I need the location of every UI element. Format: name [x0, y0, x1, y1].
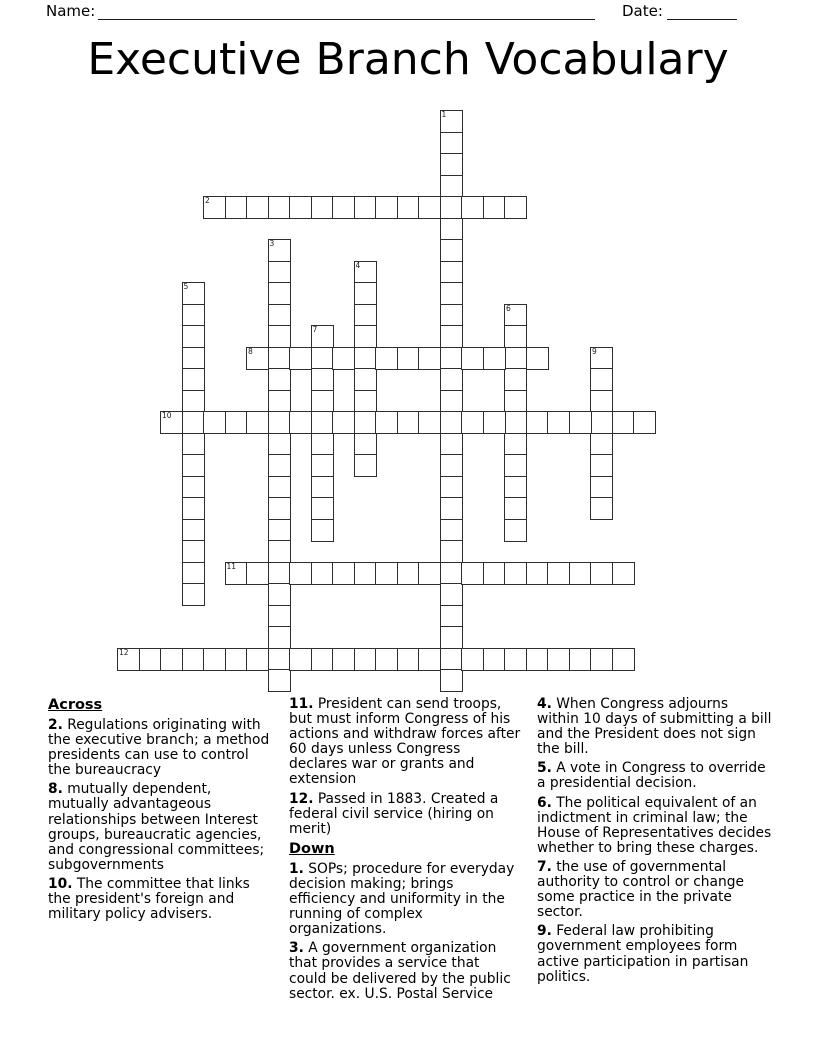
grid-cell: [354, 390, 377, 413]
worksheet-title: Executive Branch Vocabulary: [87, 34, 729, 85]
clue-text: Federal law prohibiting government employees form active participation in partisan politics.: [537, 923, 749, 985]
grid-cell: [268, 626, 291, 649]
grid-cell: [440, 218, 463, 241]
grid-cell: [182, 583, 205, 606]
grid-cell: [268, 669, 291, 692]
clue-12: [289, 792, 521, 837]
grid-cell: [332, 411, 355, 434]
grid-cell: [440, 196, 463, 219]
clue-text: mutually dependent, mutually advantageous relationships between Interest groups, bureaucratic agencies, and congressional committees; subgovernments: [48, 781, 265, 873]
grid-cell: [461, 648, 484, 671]
clue-1: [289, 862, 521, 937]
grid-cell: [504, 433, 527, 456]
grid-cell: [354, 648, 377, 671]
grid-cell: [160, 411, 183, 434]
grid-cell: [225, 411, 248, 434]
grid-cell: [504, 411, 527, 434]
grid-cell: [440, 605, 463, 628]
grid-cell: [418, 648, 441, 671]
grid-cell: [612, 411, 635, 434]
clue-number: 10.: [48, 875, 73, 892]
grid-cell: [483, 562, 506, 585]
grid-cell: [311, 347, 334, 370]
clue-text: A government organization that provides a service that could be delivered by the public sector. ex. U.S. Postal Service: [289, 940, 511, 1002]
grid-cell: [375, 196, 398, 219]
grid-cell: [483, 648, 506, 671]
clue-10: [48, 877, 275, 922]
grid-cell: [461, 196, 484, 219]
grid-cell: [246, 648, 269, 671]
grid-cell: [440, 347, 463, 370]
grid-cell: [461, 347, 484, 370]
grid-cell: [440, 282, 463, 305]
clue-text: The political equivalent of an indictment in criminal law; the House of Representatives decides whether to bring these charges.: [537, 794, 772, 856]
grid-cell: [311, 476, 334, 499]
grid-cell: [590, 497, 613, 520]
grid-cell: [182, 368, 205, 391]
grid-cell: [440, 562, 463, 585]
grid-cell: [354, 368, 377, 391]
grid-cell: [440, 433, 463, 456]
grid-cell: [246, 411, 269, 434]
grid-cell: [311, 497, 334, 520]
grid-cell: [311, 562, 334, 585]
grid-cell: [504, 454, 527, 477]
grid-cell: [268, 347, 291, 370]
grid-cell: [354, 325, 377, 348]
grid-cell: [440, 411, 463, 434]
clue-number: 12.: [289, 790, 314, 807]
grid-cell: [332, 562, 355, 585]
grid-cell: [354, 261, 377, 284]
grid-cell-number: 6: [506, 303, 511, 313]
grid-cell: [440, 669, 463, 692]
grid-cell: [397, 347, 420, 370]
grid-cell: [182, 540, 205, 563]
grid-cell: [182, 411, 205, 434]
grid-cell: [311, 433, 334, 456]
grid-cell: [289, 411, 312, 434]
grid-cell: [397, 648, 420, 671]
grid-cell: [375, 648, 398, 671]
grid-cell: [268, 497, 291, 520]
clue-text: SOPs; procedure for everyday decision making; brings efficiency and uniformity in the running of complex organizations.: [289, 860, 515, 938]
grid-cell: [225, 196, 248, 219]
grid-cell: [569, 411, 592, 434]
clue-number: 4.: [537, 696, 552, 712]
clue-6: [537, 796, 774, 856]
grid-cell-number: 3: [269, 239, 275, 248]
grid-cell: [418, 562, 441, 585]
grid-cell: [526, 648, 549, 671]
grid-cell: [504, 196, 527, 219]
grid-cell: [375, 411, 398, 434]
clue-column-right: [537, 697, 774, 989]
clue-number: 6.: [537, 794, 552, 811]
grid-cell: [418, 347, 441, 370]
grid-cell: [440, 175, 463, 198]
grid-cell: [354, 411, 377, 434]
grid-cell: [612, 562, 635, 585]
clue-list-heading-down: Down: [289, 840, 335, 857]
grid-cell-number: 4: [355, 260, 361, 270]
date-label: Date:: [622, 2, 663, 20]
grid-cell: [504, 648, 527, 671]
grid-cell: [440, 519, 463, 542]
grid-cell: [268, 325, 291, 348]
grid-cell: [289, 648, 312, 671]
grid-cell: [225, 648, 248, 671]
grid-cell: [440, 497, 463, 520]
grid-cell: [268, 411, 291, 434]
grid-cell: [354, 433, 377, 456]
grid-cell: [311, 368, 334, 391]
grid-cell: [182, 454, 205, 477]
grid-cell: [311, 390, 334, 413]
grid-cell: [569, 648, 592, 671]
clue-list-heading-across: Across: [48, 697, 103, 713]
grid-cell: [590, 433, 613, 456]
grid-cell: [311, 454, 334, 477]
grid-cell: [246, 347, 269, 370]
grid-cell: [590, 368, 613, 391]
grid-cell: [440, 368, 463, 391]
grid-cell-number: 12: [119, 647, 129, 657]
grid-cell: [246, 196, 269, 219]
grid-cell: [354, 454, 377, 477]
grid-cell: [268, 562, 291, 585]
grid-cell: [332, 347, 355, 370]
clue-3: [289, 941, 521, 1001]
grid-cell: [504, 347, 527, 370]
grid-cell: [569, 562, 592, 585]
grid-cell: [311, 648, 334, 671]
grid-cell: [590, 562, 613, 585]
grid-cell: [440, 132, 463, 155]
clue-number: 11.: [289, 696, 314, 712]
grid-cell: [268, 433, 291, 456]
grid-cell: [182, 562, 205, 585]
clue-text: President can send troops, but must inform Congress of his actions and withdraw forces after 60 days unless Congress declares war or grants and extension: [289, 696, 521, 788]
grid-cell: [182, 497, 205, 520]
grid-cell: [397, 411, 420, 434]
grid-cell: [182, 519, 205, 542]
grid-cell: [590, 390, 613, 413]
grid-cell: [547, 648, 570, 671]
grid-cell: [504, 519, 527, 542]
grid-cell: [268, 476, 291, 499]
clue-text: A vote in Congress to override a presidential decision.: [537, 760, 766, 792]
clue-number: 2.: [48, 717, 63, 733]
grid-cell-number: 1: [441, 110, 447, 119]
grid-cell: [504, 304, 527, 327]
grid-cell: [182, 347, 205, 370]
grid-cell: [268, 390, 291, 413]
clue-number: 5.: [537, 760, 552, 777]
grid-cell: [268, 282, 291, 305]
grid-cell: [504, 562, 527, 585]
grid-cell-number: 2: [205, 196, 210, 205]
grid-cell: [397, 196, 420, 219]
grid-cell: [461, 411, 484, 434]
grid-cell: [440, 583, 463, 606]
grid-cell: [354, 196, 377, 219]
grid-cell: [354, 562, 377, 585]
grid-cell: [418, 196, 441, 219]
grid-cell: [289, 196, 312, 219]
grid-cell: [268, 605, 291, 628]
grid-cell: [504, 390, 527, 413]
clue-7: [537, 860, 774, 920]
grid-cell: [440, 390, 463, 413]
grid-cell: [526, 562, 549, 585]
grid-cell: [526, 411, 549, 434]
clue-text: Passed in 1883. Created a federal civil service (hiring on merit): [289, 790, 499, 837]
grid-cell: [332, 648, 355, 671]
grid-cell: [182, 433, 205, 456]
grid-cell: [354, 282, 377, 305]
grid-cell: [504, 497, 527, 520]
grid-cell: [590, 347, 613, 370]
grid-cell: [268, 239, 291, 262]
grid-cell: [590, 648, 613, 671]
clue-number: 8.: [48, 781, 63, 798]
grid-cell: [440, 626, 463, 649]
grid-cell: [440, 110, 463, 133]
clue-9: [537, 924, 774, 984]
clue-4: [537, 697, 774, 757]
grid-cell-number: 5: [183, 282, 189, 291]
clue-2: [48, 718, 275, 778]
grid-cell: [246, 562, 269, 585]
grid-cell: [526, 347, 549, 370]
grid-cell: [440, 454, 463, 477]
grid-cell: [440, 153, 463, 176]
grid-cell: [268, 540, 291, 563]
grid-cell: [418, 411, 441, 434]
clue-number: 1.: [289, 860, 304, 877]
grid-cell: [268, 196, 291, 219]
clue-11: [289, 697, 521, 788]
grid-cell: [440, 261, 463, 284]
grid-cell: [440, 239, 463, 262]
clue-text: When Congress adjourns within 10 days of submitting a bill and the President does not sign the bill.: [537, 696, 772, 758]
grid-cell: [440, 648, 463, 671]
grid-cell: [612, 648, 635, 671]
grid-cell: [397, 562, 420, 585]
grid-cell: [268, 519, 291, 542]
grid-cell: [440, 476, 463, 499]
grid-cell: [225, 562, 248, 585]
clue-column-middle: [289, 697, 521, 1006]
clue-column-left: [48, 697, 275, 926]
clue-text: The committee that links the president's foreign and military policy advisers.: [48, 875, 250, 923]
grid-cell: [375, 562, 398, 585]
grid-cell-number: 7: [312, 325, 318, 334]
grid-cell: [633, 411, 656, 434]
clue-section: [0, 696, 816, 1002]
grid-cell: [547, 411, 570, 434]
grid-cell: [182, 304, 205, 327]
clue-5: [537, 761, 774, 791]
grid-cell: [203, 411, 226, 434]
grid-cell: [203, 196, 226, 219]
grid-cell: [268, 648, 291, 671]
grid-cell: [504, 476, 527, 499]
grid-cell-number: 8: [248, 346, 253, 356]
grid-cell: [289, 562, 312, 585]
grid-cell: [504, 368, 527, 391]
grid-cell: [268, 261, 291, 284]
grid-cell: [332, 196, 355, 219]
grid-cell: [182, 476, 205, 499]
grid-cell: [440, 304, 463, 327]
grid-cell: [182, 390, 205, 413]
grid-cell-number: 10: [162, 411, 172, 420]
name-label: Name:: [46, 2, 96, 20]
grid-cell: [590, 476, 613, 499]
grid-cell-number: 9: [592, 346, 597, 356]
grid-cell: [182, 648, 205, 671]
grid-cell: [139, 648, 162, 671]
grid-cell: [268, 454, 291, 477]
clue-text: the use of governmental authority to control or change some practice in the private sector.: [537, 858, 744, 921]
grid-cell: [117, 648, 140, 671]
grid-cell: [461, 562, 484, 585]
grid-cell: [547, 562, 570, 585]
grid-cell: [483, 347, 506, 370]
grid-cell: [483, 411, 506, 434]
grid-cell: [311, 196, 334, 219]
grid-cell: [311, 325, 334, 348]
grid-cell: [440, 540, 463, 563]
grid-cell: [311, 519, 334, 542]
clue-8: [48, 782, 275, 873]
grid-cell: [268, 304, 291, 327]
clue-number: 7.: [537, 858, 552, 875]
grid-cell-number: 11: [226, 561, 237, 571]
clue-number: 9.: [537, 923, 552, 940]
grid-cell: [182, 282, 205, 305]
grid-cell: [203, 648, 226, 671]
grid-cell: [311, 411, 334, 434]
grid-cell: [268, 368, 291, 391]
grid-cell: [440, 325, 463, 348]
grid-cell: [483, 196, 506, 219]
grid-cell: [375, 347, 398, 370]
clue-text: Regulations originating with the executive branch; a method presidents can use to control the bureaucracy: [48, 717, 270, 779]
grid-cell: [182, 325, 205, 348]
grid-cell: [268, 583, 291, 606]
grid-cell: [354, 347, 377, 370]
grid-cell: [590, 411, 613, 434]
clue-number: 3.: [289, 940, 304, 957]
grid-cell: [590, 454, 613, 477]
grid-cell: [289, 347, 312, 370]
grid-cell: [160, 648, 183, 671]
grid-cell: [504, 325, 527, 348]
grid-cell: [354, 304, 377, 327]
